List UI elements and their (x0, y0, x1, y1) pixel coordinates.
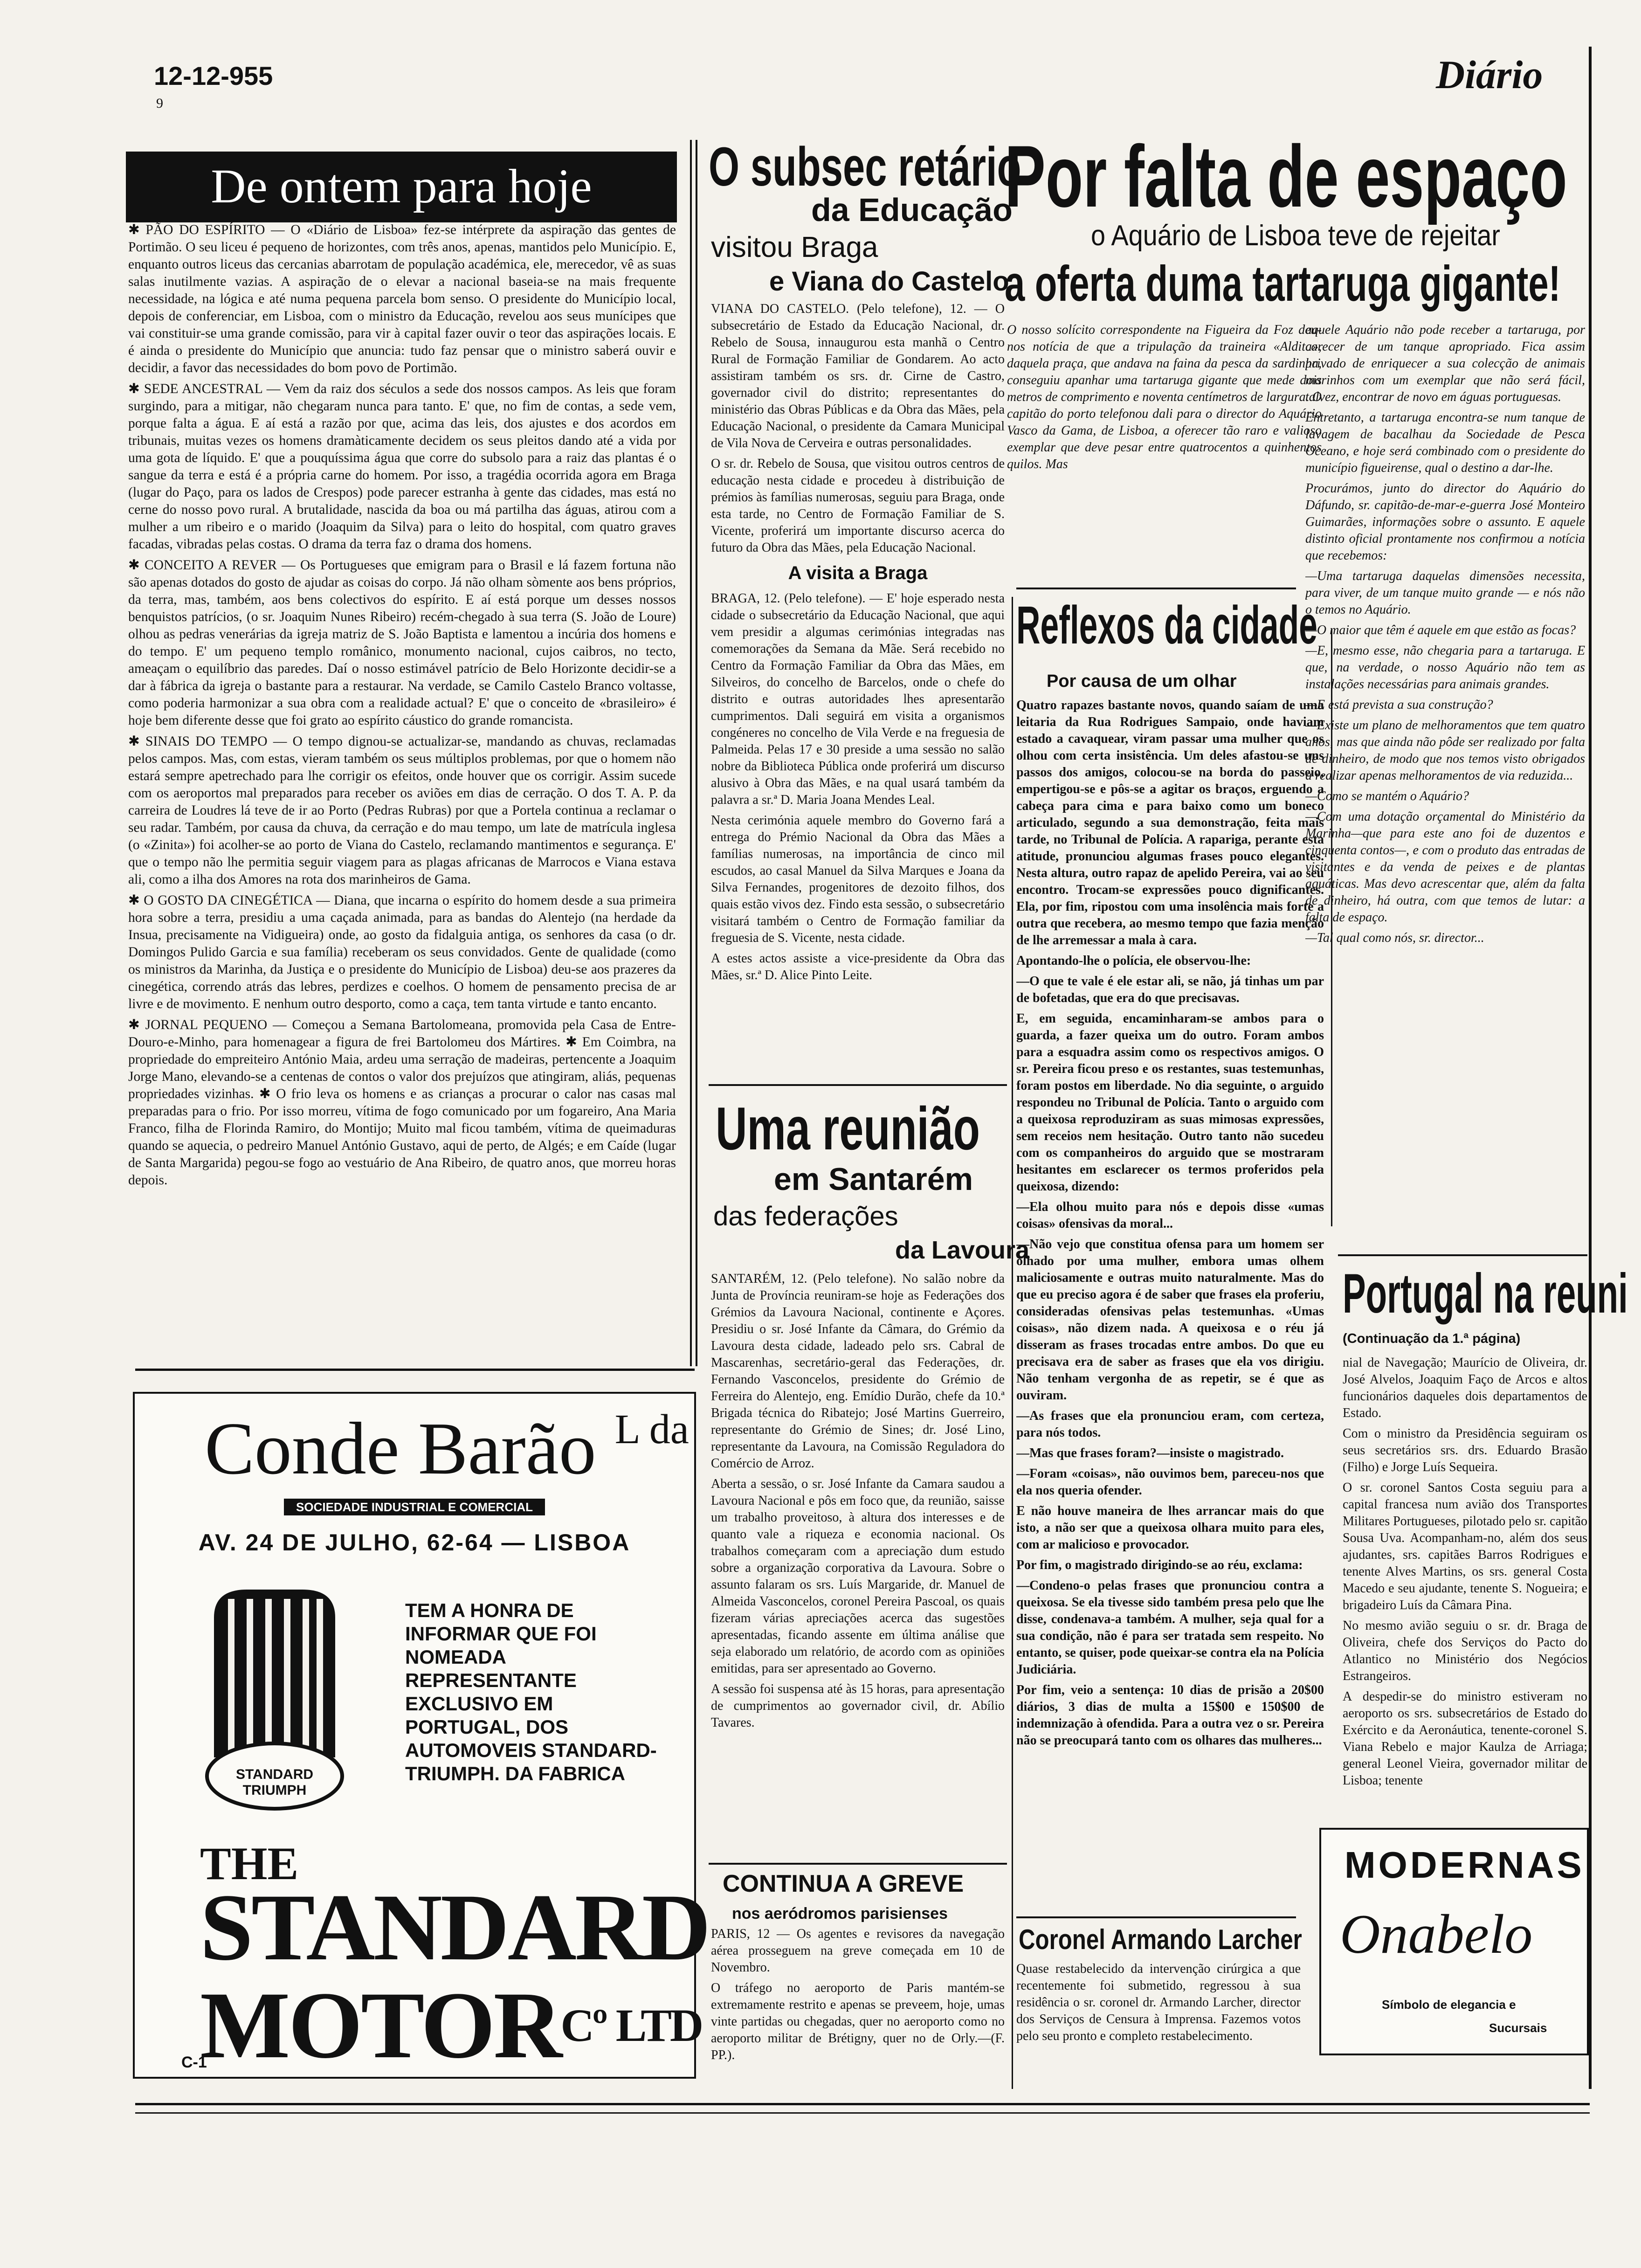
article-paragraph: —E, mesmo esse, não chegaria para a tartaruga. E que, na verdade, o nosso Aquário não tem as instalações necessárias para animais grandes. (1305, 643, 1585, 691)
news-brief: ✱ SEDE ANCESTRAL — Vem da raiz dos séculos a sede dos nossos campos. As leis que foram surgindo, para a mitigar, não chegaram nunca para tanto. E' que, no fim de contas, a sede vem, porque falta a água. E aí está a razão por que, acima das leis, dos ajustes e dos acordos em tribunais, muitas vezes os homens dramàticamente decidem os seus pleitos dando até a vida por uma gota de líquido. E' que a pouquíssima água que corre do subsolo para a raiz das plantas é o sangue da terra e está é a própria carne do homem. Por isso, a tragédia ocorrida agora em Braga (lugar do Paço, para os lados de Crespos) pode parecer estranha à gente das cidades, mas está no cerne do nosso povo rural. A brutalidade, nascida da boa ou má partilha das águas, atirou com a mulher a um ribeiro e o marido (Joaquim da Silva) para o leito do hospital, com quatro graves facadas, vibradas pelas costas. O drama da terra faz o drama dos homens. (128, 381, 676, 552)
ad-branches: Sucursais (1489, 2021, 1547, 2035)
article-paragraph: —O que te vale é ele estar ali, se não, já tinhas um par de bofetadas, que era do que precisavas. (1016, 974, 1324, 1005)
article-paragraph: Entretanto, a tartaruga encontra-se num tanque de lavagem de bacalhau da Sociedade de Pesca Oceano, e hoje será combinado com o presidente do município figueirense, qual o destino a dar-lhe. (1305, 410, 1585, 475)
ad-badge-text: STANDARD TRIUMPH (235, 1767, 314, 1798)
ad-ref: C-1 (181, 2054, 207, 2071)
ad-tagline: SOCIEDADE INDUSTRIAL E COMERCIAL (284, 1499, 545, 1515)
ad-motor (200, 1972, 702, 2078)
section-rule (135, 1369, 695, 1371)
subsecretario-body (711, 301, 1005, 1084)
article-paragraph: —Com uma dotação orçamental do Ministério da Marinha—que para este ano foi de duzentos e cinquenta contos—, e com o produto das entradas de visitantes e da venda de peixes e de plantas aquáticas. Mas devo acrescentar que, além da falta de dinheiro, há outra, com que temos de lutar: a falta de espaço. (1305, 809, 1585, 925)
subhead-visitou: visitou Braga (711, 231, 878, 263)
subhead-aquario-2: a oferta duma tartaruga gigante! (1005, 255, 1561, 311)
santarem-body (711, 1271, 1005, 1858)
ad-brand-name: Conde Barão (205, 1407, 596, 1490)
article-paragraph: —Tal qual como nós, sr. director... (1305, 931, 1484, 945)
article-paragraph: —Não vejo que constitua ofensa para um homem ser olhado por uma mulher, embora umas olhem maliciosamente e outras muito naturalmente. Mas do que eu preciso agora é de saber que frases ela proferiu, consideradas ofensivas pelas testemunhas. «Umas coisas», não dizem nada. A queixosa e o réu já disseram as frases trocadas entre ambos. Do que eu precisava era de saber as frases que ela vos dirigiu. Não tenham vergonha de as repetir, se é que as ouviram. (1016, 1237, 1324, 1403)
ad-brand-suffix: L da (614, 1406, 689, 1452)
article-paragraph: O sr. dr. Rebelo de Sousa, que visitou outros centros de educação nesta cidade e procedeu à distribuição de prémios às famílias numerosas, seguiu para Braga, onde esta tarde, no Centro de Formação Familiar de S. Vicente, proferirá um importante discurso acerca do futuro da Obra das Mães, pela Educação Nacional. (711, 456, 1005, 555)
article-paragraph: —O maior que têm é aquele em que estão as focas? (1305, 623, 1576, 637)
subhead-greve: nos aeródromos parisienses (732, 1905, 948, 1922)
greve-body (711, 1926, 1005, 2098)
article-paragraph: Apontando-lhe o polícia, ele observou-lhe: (1016, 954, 1251, 968)
ad-signature: Onabelo (1340, 1903, 1533, 1965)
section-rule (709, 1863, 1007, 1865)
article-paragraph: A sessão foi suspensa até às 15 horas, para apresentação de cumprimentos ao governador civil, dr. Abílio Tavares. (711, 1682, 1005, 1730)
section-rule (1016, 1916, 1296, 1918)
article-paragraph: BRAGA, 12. (Pelo telefone). — E' hoje esperado nesta cidade o subsecretário da Educação Nacional, que aqui vem presidir a algumas cerimónias integradas nas comemorações da Semana da Mãe. Será recebido no Centro da Formação Familiar da Obra das Mães, em Silveiros, do concelho de Barcelos, onde o chefe do distrito e outras autoridades lhes apresentarão cumprimentos. Dali seguirá em visita a organismos congéneres no concelho de Vila Verde e na freguesia de Palmeida. Pelas 17 e 30 preside a uma sessão no salão nobre da Biblioteca Pública onde proferirá um discurso alusivo à Obra das Mães, e na qual usará também da palavra a sr.ª D. Maria Joana Mendes Leal. (711, 591, 1005, 807)
article-paragraph: —Condeno-o pelas frases que pronunciou contra a queixosa. Se ela tivesse sido também presa pelo que lhe disse, condenava-a também. A mulher, seja qual for a sua condição, não é para ser tratada sem respeito. No entanto, se quiser, pode queixar-se contra ela na Polícia Judiciária. (1016, 1578, 1324, 1677)
headline-subsecretario: O subsec retário (709, 136, 1021, 198)
section-rule (1016, 588, 1296, 589)
page-bottom-rule (135, 2112, 1590, 2114)
issue-date: 12-12-955 (154, 61, 273, 90)
article-paragraph: —As frases que ela pronunciou eram, com certeza, para nós todos. (1016, 1409, 1324, 1440)
section-rule (709, 1084, 1007, 1086)
article-paragraph: O tráfego no aeroporto de Paris mantém-se extremamente restrito e apenas se preveem, hoje, umas vinte partidas ou chegadas, quer no aeroporto como no aeroporto militar de Brétigny, quer no de Orly.—(F. PP.). (711, 1981, 1005, 2062)
article-paragraph: —Existe um plano de melhoramentos que tem quatro anos, mas que ainda não pôde ser realizado por falta de dinheiro, de modo que nos temos visto obrigados a realizar apenas melhoramentos de via reduzida... (1305, 718, 1585, 783)
subhead-viana: e Viana do Castelo (769, 266, 1009, 297)
ad-message: TEM A HONRA DE INFORMAR QUE FOI NOMEADA REPRESENTANTE EXCLUSIVO EM PORTUGAL, DOS AUTOMOVEIS STANDARD-TRIUMPH. DA FABRICA (405, 1599, 657, 1784)
news-brief: ✱ PÃO DO ESPÍRITO — O «Diário de Lisboa» fez-se intérprete da aspiração das gentes de Portimão. O seu liceu é pequeno de horizontes, com três anos, apenas, mantidos pelo Município. E, enquanto outros liceus das cercanias abarrotam de população académica, ele, merecedor, vê as suas salas inutilmente vazias. A aspiração de o elevar a nacional baseia-se na mais frequente necessidade, na lógica e até numa pequena parcela bom senso. O presidente do Município local, depois de conferenciar, em Lisboa, com o ministro da Educação, revelou aos seus munícipes que vai constituir-se uma grande comissão, para vir à capital fazer ouvir o teor das aspirações locais. E é ainda o presidente do Município que anuncia: tudo faz pensar que o ministro saberá ouvir e decidir, a favor das necessidades do bom povo de Portimão. (128, 222, 676, 375)
article-paragraph: nial de Navegação; Maurício de Oliveira, dr. José Alvelos, Joaquim Faço de Arcos e altos funcionários daqueles dois departamentos de Estado. (1343, 1355, 1587, 1420)
ad-motor-suffix: Cº LTD (560, 1999, 702, 2051)
advertisement-modernas (1319, 1828, 1589, 2055)
article-paragraph: A estes actos assiste a vice-presidente da Obra das Mães, sr.ª D. Alice Pinto Leite. (711, 951, 1005, 982)
column-rule (1012, 597, 1013, 2089)
article-paragraph: No mesmo avião seguiu o sr. dr. Braga de Oliveira, chefe dos Serviços do Pacto do Atlantico no Ministério dos Negócios Estrangeiros. (1343, 1618, 1587, 1683)
article-paragraph: —Ela olhou muito para nós e depois disse «umas coisas» ofensivas da moral... (1016, 1200, 1324, 1231)
article-paragraph: Quase restabelecido da intervenção cirúrgica a que recentemente foi submetido, regressou à sua residência o sr. coronel dr. Armando Larcher, director dos Serviços de Censura à Imprensa. Fazemos votos pelo seu pronto e completo restabelecimento. (1016, 1962, 1301, 2043)
news-brief: ✱ CONCEITO A REVER — Os Portugueses que emigram para o Brasil e lá fazem fortuna não são apenas dotados do gosto de ajudar as coisas do corpo. Já não olham sòmente aos bens próprios, da terra, mas, também, aos bens colectivos do espírito. E aí está porque um desses nossos benquistos patrícios, (o sr. Joaquim Nunes Ribeiro) recém-chegado à sua terra (S. João de Loure) olhou as pedras venerárias da igreja matriz de S. João Baptista e lamentou a incúria dos homens e do tempo. E' um pequeno templo românico, monumento nacional, cujos caibros, no tecto, ameaçam o equilíbrio das paredes. Daí o nosso estimável patrício de Belo Horizonte decidir-se a dar à fábrica da igreja o bastante para a restaurar. Na verdade, se Camilo Castelo Branco voltasse, como poderia harmonizar a sua obra com a realidade actual? E' que o conceito de «brasileiro» é hoje bem diferente desse que foi grato ao espírito cáustico do grande romancista. (128, 558, 676, 728)
article-paragraph: Procurámos, junto do director do Aquário do Dáfundo, sr. capitão-de-mar-e-guerra José Monteiro Guimarães, informações sobre o assunto. E aquele distinto oficial prontamente nos confirmou a notícia que recebemos: (1305, 481, 1585, 563)
subhead-continuacao: (Continuação da 1.ª página) (1343, 1331, 1521, 1346)
aquario-body-right (1305, 322, 1585, 1259)
ad-slogan: Símbolo de elegancia e (1382, 1998, 1516, 2012)
column-rule (1589, 47, 1592, 2089)
section-banner: De ontem para hoje (126, 152, 677, 222)
ad-brand (205, 1405, 689, 1492)
portugal-body (1343, 1355, 1587, 1816)
article-paragraph: E, em seguida, encaminharam-se ambos para o guarda, a fazer queixa um do outro. Foram ambos para a esquadra assim como os respectivos amigos. O sr. Pereira ficou preso e os restantes, suas testemunhas, foram postos em liberdade. No dia seguinte, o arguido respondeu no Tribunal de Polícia. Tanto o arguido com a queixosa reproduziram as suas mimosas expressões, sem receios nem hesitação. Outro tanto não sucedeu com os companheiros do arguido que se mostraram hesitantes em esclarecer os termos proferidos pela queixosa, dizendo: (1016, 1011, 1324, 1194)
subhead-olhar: Por causa de um olhar (1047, 671, 1237, 691)
larcher-body (1016, 1961, 1301, 2096)
news-briefs-column (128, 221, 676, 1350)
headline-larcher: Coronel Armando Larcher (1019, 1924, 1302, 1955)
news-brief: ✱ JORNAL PEQUENO — Começou a Semana Bartolomeana, promovida pela Casa de Entre-Douro-e-Minho, para homenagear a figura de frei Bartolomeu dos Mártires. ✱ Em Coimbra, na propriedade do empreiteiro António Maia, ardeu uma serração de madeiras, pertencente a Joaquim Jorge Mano, elevando-se a centenas de contos o valor dos prejuízos que atingiram, aliás, pequenas propriedades vizinhas. ✱ O frio leva os homens e as crianças a procurar o calor nas casas mal preparadas para o frio. Por isso morreu, vítima de fogo comunicado por um fogareiro, Ana Maria Franco, filha de Florinda Ramiro, do Montijo; Muito mal ficou também, vítima de queimaduras quando se aquecia, o pedreiro Manuel António Gustavo, aqui de perto, de Algés; e em Caíde (lugar de Santa Margarida) pegou-se fogo ao vestuário de Ana Ribeiro, de quatro anos, que morreu horas depois. (128, 1017, 676, 1188)
article-paragraph: Aberta a sessão, o sr. José Infante da Camara saudou a Lavoura Nacional e pôs em foco que, da reunião, saisse um trabalho proveitoso, à altura dos interesses e de quanto vale a riqueza e economia nacional. Os trabalhos começaram com a apreciação dum estudo sobre a organização corporativa da Lavoura. Sobre o assunto falaram os srs. Luís Margaride, dr. Manuel de Almeida Vasconcelos, coronel Pereira Pascoal, os quais fizeram várias apreciações acerca das sugestões apresentadas, ficando assente em última análise que seja elaborado um relatório, de acordo com as opiniões emitidas, para ser apresentado ao Governo. (711, 1477, 1005, 1676)
article-paragraph: E não houve maneira de lhes arrancar mais do que isto, a não ser que a queixosa olhara muito para eles, com ar malicioso e provocador. (1016, 1504, 1324, 1552)
article-paragraph: A despedir-se do ministro estiveram no aeroporto os srs. subsecretários de Estado do Exército e da Aeronáutica, tenente-coronel S. Viana Rebelo e major Kaulza de Arriaga; general Leonel Vieira, governador militar de Lisboa; tenente (1343, 1689, 1587, 1788)
article-paragraph: VIANA DO CASTELO. (Pelo telefone), 12. — O subsecretário de Estado da Educação Nacional, dr. Rebelo de Sousa, innaugurou esta manhã o Centro Rural de Formação Familiar de Gondarem. Ao acto assistiram também os srs. dr. Cirne de Castro, governador civil do distrito; representantes do ministério das Obras Públicas e da Obra das Mães, pela Educação Nacional, o presidente da Camara Municipal de Vila Nova de Cerveira e outras personalidades. (711, 302, 1005, 450)
column-rule (696, 140, 697, 1366)
subhead-federacoes: das federações (713, 1201, 898, 1231)
article-paragraph: Com o ministro da Presidência seguiram os seus secretários srs. drs. Eduardo Brasão (Filho) e Jorge Luís Sequeira. (1343, 1426, 1587, 1474)
standard-triumph-grille-icon (205, 1580, 345, 1832)
article-paragraph: PARIS, 12 — Os agentes e revisores da navegação aérea prosseguem na greve começada em 10 de Novembro. (711, 1927, 1005, 1975)
page-marker: 9 (156, 96, 163, 111)
news-brief: ✱ O GOSTO DA CINEGÉTICA — Diana, que incarna o espírito do homem desde a sua primeira hora sobre a terra, presidiu a uma caçada animada, para as bandas do Alentejo (na herdade da Insua, precisamente na Vidigueira) onde, ao gosto da fidalguia antiga, os senhores da casa (o dr. Domingos Pulido Garcia e sua família) receberam os seus convidados. Gente de qualidade (como os ministros da Marinha, da Justiça e o presidente do Município de Lisboa) deu-se aos prazeres da cinegética, correndo atrás das lebres, perdizes e coelhos. O homem de pensamento precisa de ar livre e de movimento. E nenhum outro desporto, como a caça, tem tanta virtude e tanto encanto. (128, 893, 676, 1011)
article-paragraph: —E está prevista a sua construção? (1305, 698, 1493, 712)
subhead-aquario-1: o Aquário de Lisboa teve de rejeitar (1091, 220, 1500, 252)
ad-the: THE (200, 1838, 299, 1889)
ad-standard: STANDARD (200, 1874, 709, 1980)
news-brief: ✱ SINAIS DO TEMPO — O tempo dignou-se actualizar-se, mandando as chuvas, reclamadas pelos campos. Mas, com estas, vieram também os seus múltiplos problemas, por que o homem não estará sempre apetrechado para lhe corrigir os efeitos, onde houver que os corrigir. Assim sucede com os aeroportos mal preparados para receber os aviões em dias de cerração. O dos T. A. P. da carreira de Loudres lá teve de ir ao Porto (Pedras Rubras) por que a Portela continua a reclamar o seu radar. Também, por causa da chuva, da cerração e do mau tempo, um late de matrícula inglesa (o «Zinita») foi acolher-se ao porto de Viana do Castelo, reclamando mantimentos e segurança. E' que o tempo não lhe permitia seguir viagem para as plagas africanas de Marrocos e Viana estava ali, como a ilha dos Amores na rota dos marinheiros de Gama. (128, 734, 676, 887)
article-paragraph: —Como se mantém o Aquário? (1305, 789, 1469, 803)
ad-motor-word: MOTOR (200, 1972, 561, 2078)
headline-aquario: Por falta de espaço (1005, 127, 1567, 225)
section-rule (1338, 1254, 1587, 1256)
article-paragraph: —Foram «coisas», não ouvimos bem, pareceu-nos que ela nos queria ofender. (1016, 1466, 1324, 1498)
headline-reflexos: Reflexos da cidade (1016, 595, 1317, 655)
article-paragraph: aquele Aquário não pode receber a tartaruga, por carecer de um tanque apropriado. Fica assim privado de enriquecer a sua colecção de animais marinhos com um exemplar que não será fácil, talvez, encontrar de novo em águas portuguesas. (1305, 323, 1585, 404)
advertisement-conde-barao (133, 1392, 709, 2079)
aquario-body-left (1007, 322, 1322, 583)
subhead-santarem: em Santarém (774, 1162, 973, 1197)
reflexos-body (1016, 697, 1324, 1909)
article-paragraph: —Uma tartaruga daquelas dimensões necessita, para viver, de um tanque muito grande — e nós não o temos no Aquário. (1305, 569, 1585, 617)
article-paragraph: Por fim, veio a sentença: 10 dias de prisão a 20$00 diários, 3 dias de multa a 15$00 e 150$00 de indemnização à ofendida. Para a outra vez o sr. Pereira não se preocupará tanto com os olhares das mulheres... (1016, 1683, 1324, 1748)
article-paragraph: Por fim, o magistrado dirigindo-se ao réu, exclama: (1016, 1558, 1303, 1572)
headline-reuniao: Uma reunião (716, 1094, 980, 1162)
article-paragraph: O sr. coronel Santos Costa seguiu para a capital francesa num avião dos Transportes Militares Portugueses, pilotado pelo sr. capitão Sousa Uva. Acompanham-no, além dos seus ajudantes, srs. capitães Barros Rodrigues e tenente Alves Martins, os srs. general Costa Macedo e seu ajudante, tenente S. Nogueira; e brigadeiro Luís da Câmara Pina. (1343, 1480, 1587, 1612)
article-paragraph: Nesta cerimónia aquele membro do Governo fará a entrega do Prémio Nacional da Obra das Mães a famílias numerosas, na importância de cinco mil escudos, ao casal Manuel da Silva Marques e Joana da Silva Fernandes, progenitores de dezoito filhos, dos quais estão vivos dez. Findo esta sessão, o subsecretário visitará também o Centro de Formação familiar da freguesia de S. Vicente, nesta cidade. (711, 813, 1005, 945)
ad-modernas-title: MODERNAS (1345, 1844, 1585, 1886)
subhead-educacao: da Educação (811, 192, 1013, 228)
article-paragraph: SANTARÉM, 12. (Pelo telefone). No salão nobre da Junta de Província reuniram-se hoje as Federações dos Grémios da Lavoura Nacional, continente e Açores. Presidiu o sr. José Infante da Câmara, do Grémio da Lavoura desta cidade, ladeado pelo srs. Cabral de Mascarenhas, secretário-geral das Federações, dr. Fernando Vasconcelos, presidente do Grémio de Ferreira do Alentejo, eng. Emídio Durão, chefe da 10.ª Brigada técnica do Ribatejo; José Martins Guerreiro, representante do Grémio de Sines; dr. José Lino, representante da Lavoura, na Comissão Reguladora do Comércio de Arroz. (711, 1272, 1005, 1471)
article-paragraph: —Mas que frases foram?—insiste o magistrado. (1016, 1446, 1284, 1460)
headline-portugal: Portugal na reuni (1343, 1262, 1628, 1325)
subhead-lavoura: da Lavoura (895, 1236, 1030, 1264)
article-paragraph: O nosso solícito correspondente na Figueira da Foz deu-nos notícia de que a tripulação da traineira «Aldita», daquela praça, que andava na faina da pesca da sardinha, conseguiu apanhar uma tartaruga gigante que mede dois metros de comprimento e noventa centímetros de largura. O capitão do porto telefonou dali para o director do Aquário Vasco da Gama, de Lisboa, a oferecer tão raro e valioso exemplar que deve pesar entre quatrocentos a quinhentos quilos. Mas (1007, 323, 1322, 471)
article-paragraph: Quatro rapazes bastante novos, quando saíam de uma leitaria da Rua Rodrigues Sampaio, onde haviam estado a cavaquear, viram passar uma mulher que os olhou com certa insistência. Um deles afastou-se uns passos dos amigos, colocou-se na borda do passeio, empertigou-se e pôs-se a agitar os braços, erguendo a cabeça para cima e para baixo como um boneco articulado, segundo a sua demonstração, feita mais tarde, no Tribunal de Polícia. A rapariga, perante esta atitude, pronunciou algumas frases pouco elegantes. Nesta altura, outro rapaz de apelido Pereira, vai ao seu encontro. Trocam-se expressões pouco dignificantes. Ela, por fim, ripostou com uma insolência mais forte a outra que recebera, ao mesmo tempo que fazia menção de lhe arremessar a mala à cara. (1016, 698, 1324, 947)
article-subhead: A visita a Braga (788, 563, 928, 583)
column-rule (690, 140, 692, 1366)
page-bottom-rule (135, 2103, 1590, 2105)
masthead: Diário (1436, 52, 1543, 97)
headline-greve: CONTINUA A GREVE (723, 1870, 964, 1897)
ad-address: AV. 24 DE JULHO, 62-64 — LISBOA (198, 1529, 631, 1556)
